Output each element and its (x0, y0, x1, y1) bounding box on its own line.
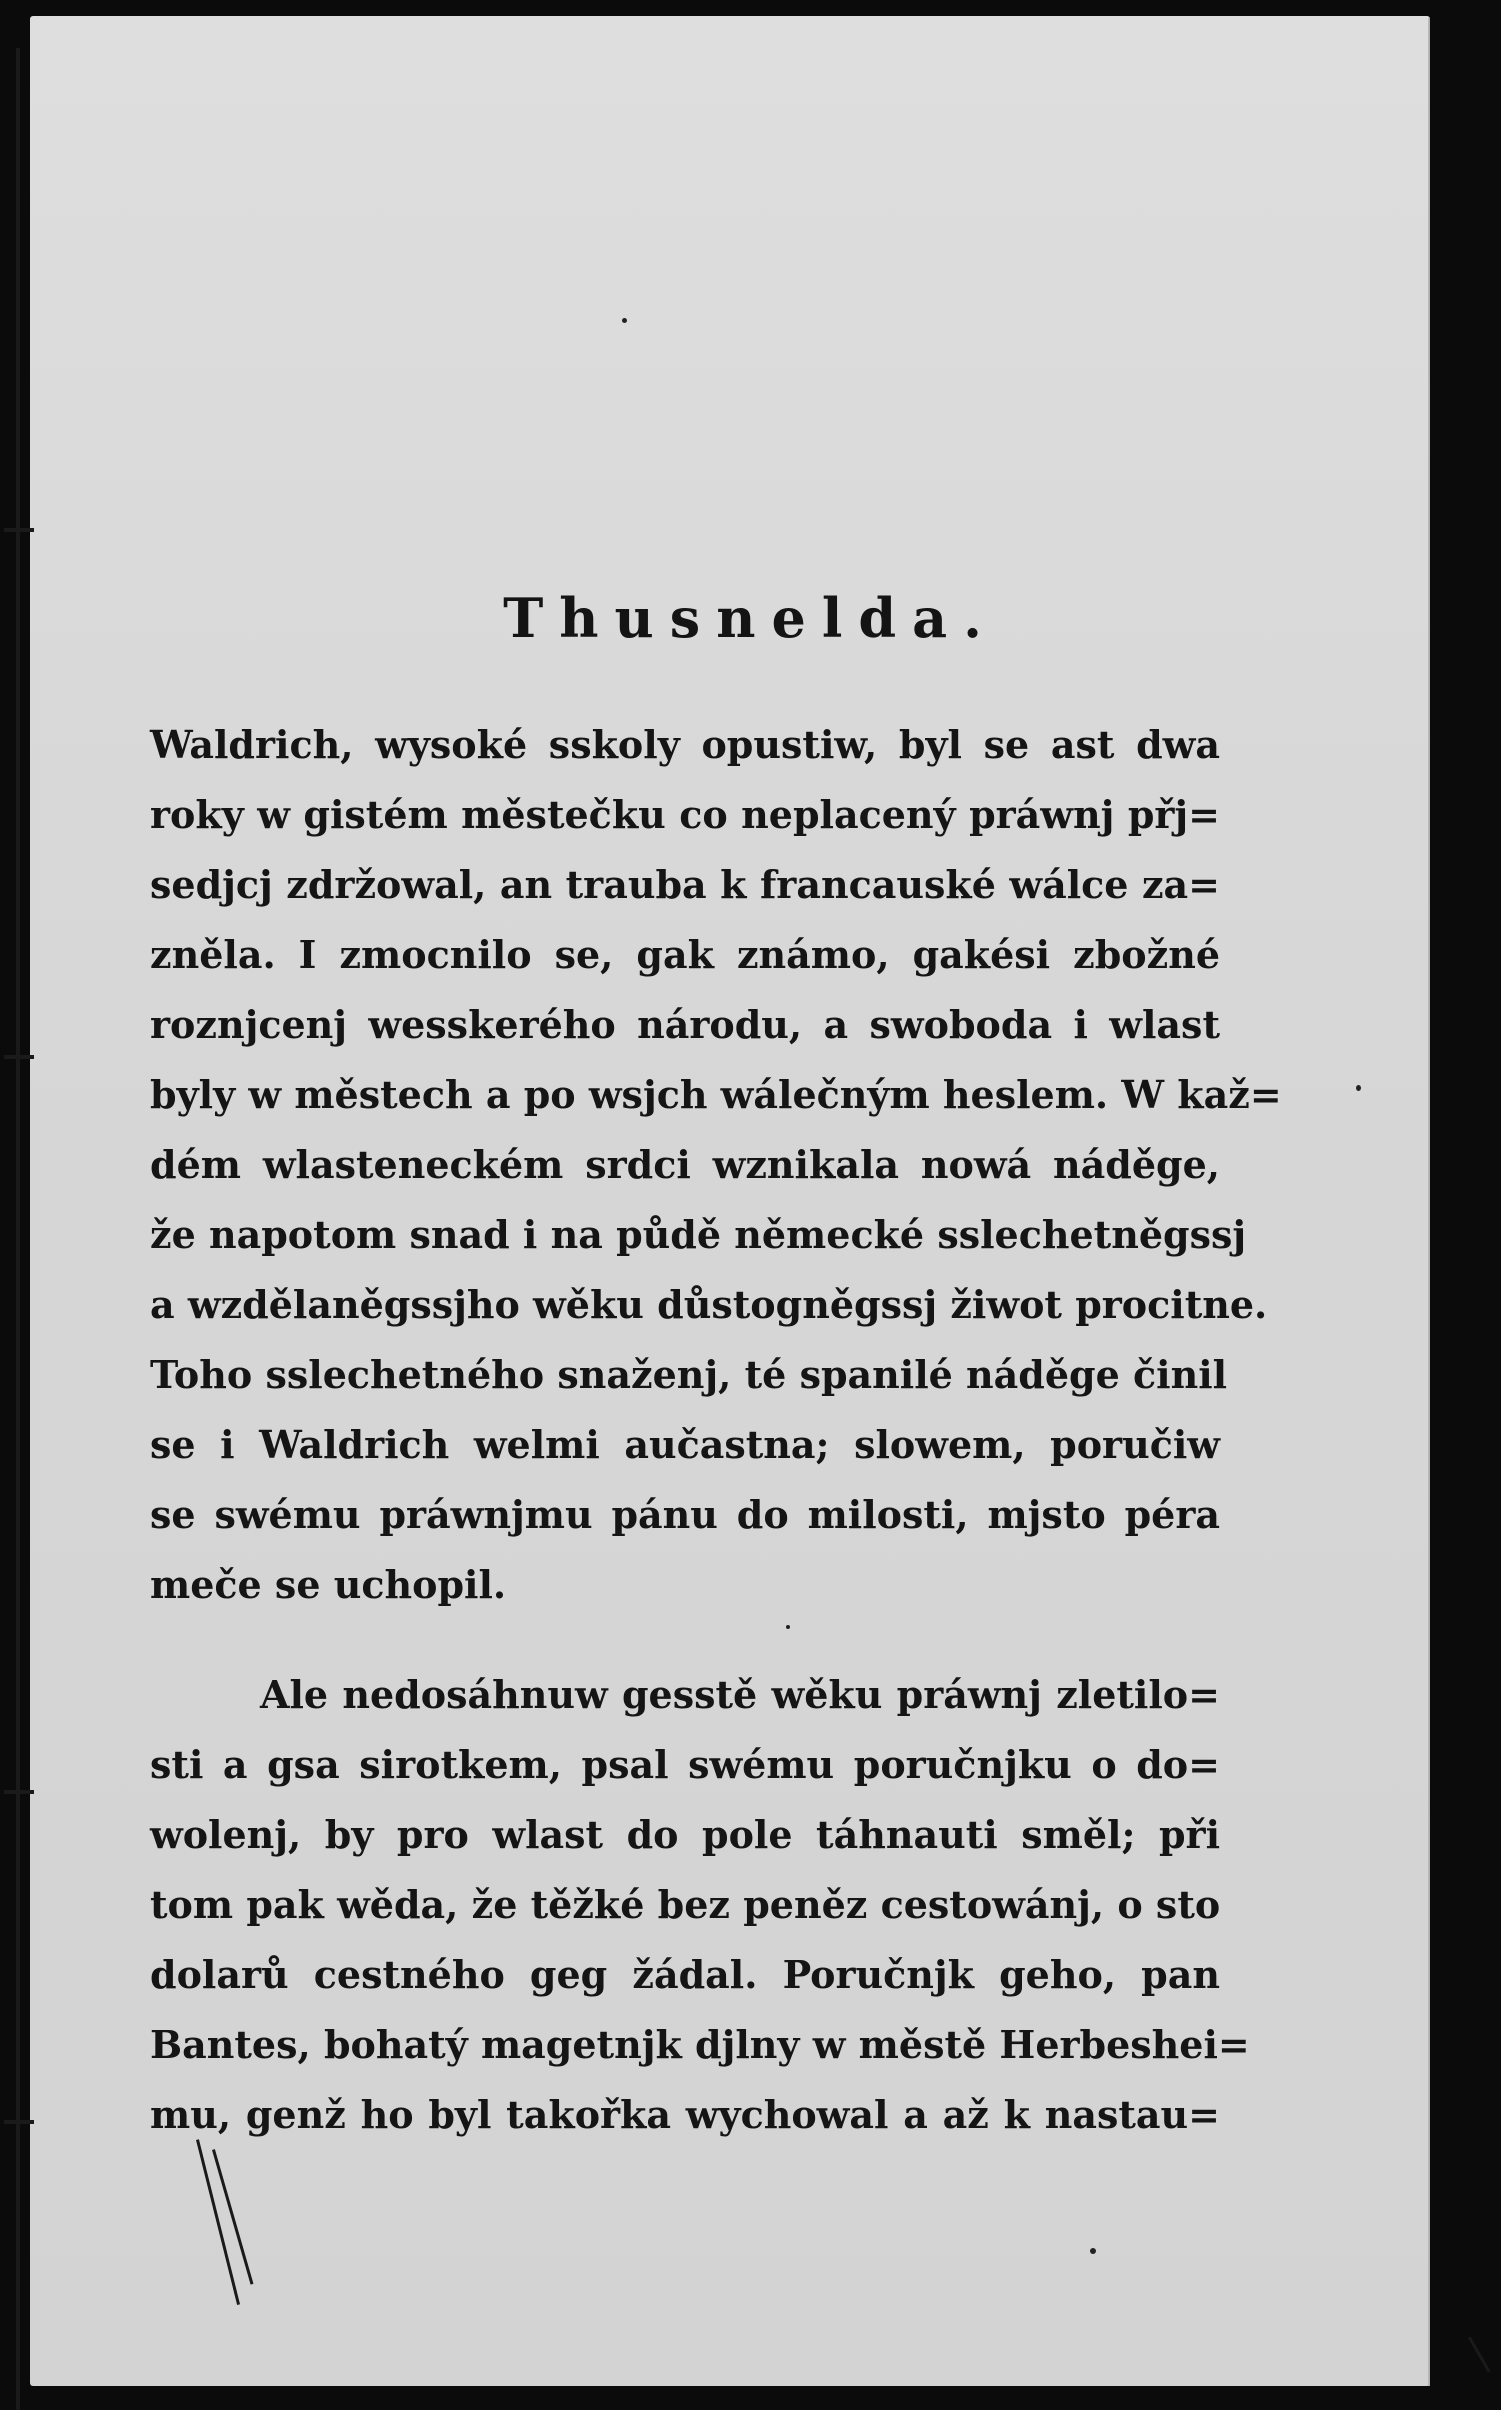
paragraph-1 (150, 710, 1282, 1620)
paper-speck (622, 318, 627, 323)
text-line: roznjcenj wesskerého národu, a swoboda i wlast (150, 1002, 1220, 1047)
book-right-shadow (1430, 0, 1501, 2410)
text-line: dolarů cestného geg žádal. Poručnjk geho, pan (150, 1952, 1220, 1997)
text-line: Ale nedosáhnuw gesstě wěku práwnj zletilo= (260, 1672, 1220, 1717)
text-line: zněla. I zmocnilo se, gak známo, gakési zbožné (150, 932, 1220, 977)
page-left-rule (16, 48, 20, 2410)
margin-tick (4, 528, 34, 532)
text-line: dém wlasteneckém srdci wznikala nowá náděge, (150, 1142, 1220, 1187)
text-line: a wzdělaněgssjho wěku důstogněgssj žiwot procitne. (150, 1282, 1268, 1327)
margin-tick (4, 1790, 34, 1794)
paper-speck (1356, 1085, 1361, 1091)
text-line: wolenj, by pro wlast do pole táhnauti směl; při (150, 1812, 1220, 1857)
text-line: sti a gsa sirotkem, psal swému poručnjku o do= (150, 1742, 1220, 1787)
text-line: byly w městech a po wsjch wálečným heslem. W kaž= (150, 1072, 1282, 1117)
paper-speck (1090, 2248, 1096, 2254)
margin-tick (4, 1055, 34, 1059)
paper-speck (786, 1625, 790, 1629)
text-line: tom pak wěda, že těžké bez peněz cestowánj, o sto (150, 1882, 1221, 1927)
text-line: meče se uchopil. (150, 1562, 507, 1607)
text-line: že napotom snad i na půdě německé sslechetněgssj (150, 1212, 1247, 1257)
paragraph-2 (150, 1660, 1250, 2150)
chapter-title: Thusnelda. (503, 586, 998, 650)
margin-tick (4, 2120, 34, 2124)
text-line: se swému práwnjmu pánu do milosti, mjsto péra (150, 1492, 1220, 1537)
text-line: se i Waldrich welmi aučastna; slowem, poručiw (150, 1422, 1220, 1467)
text-line: sedjcj zdržowal, an trauba k francauské wálce za= (150, 862, 1220, 907)
text-line: Waldrich, wysoké sskoly opustiw, byl se ast dwa (150, 722, 1220, 767)
text-line: Toho sslechetného snaženj, té spanilé náděge činil (150, 1352, 1228, 1397)
text-line: roky w gistém městečku co neplacený práwnj přj= (150, 792, 1220, 837)
text-line: Bantes, bohatý magetnjk djlny w městě Herbeshei= (150, 2022, 1250, 2067)
text-line: mu, genž ho byl takořka wychowal a až k nastau= (150, 2092, 1220, 2137)
